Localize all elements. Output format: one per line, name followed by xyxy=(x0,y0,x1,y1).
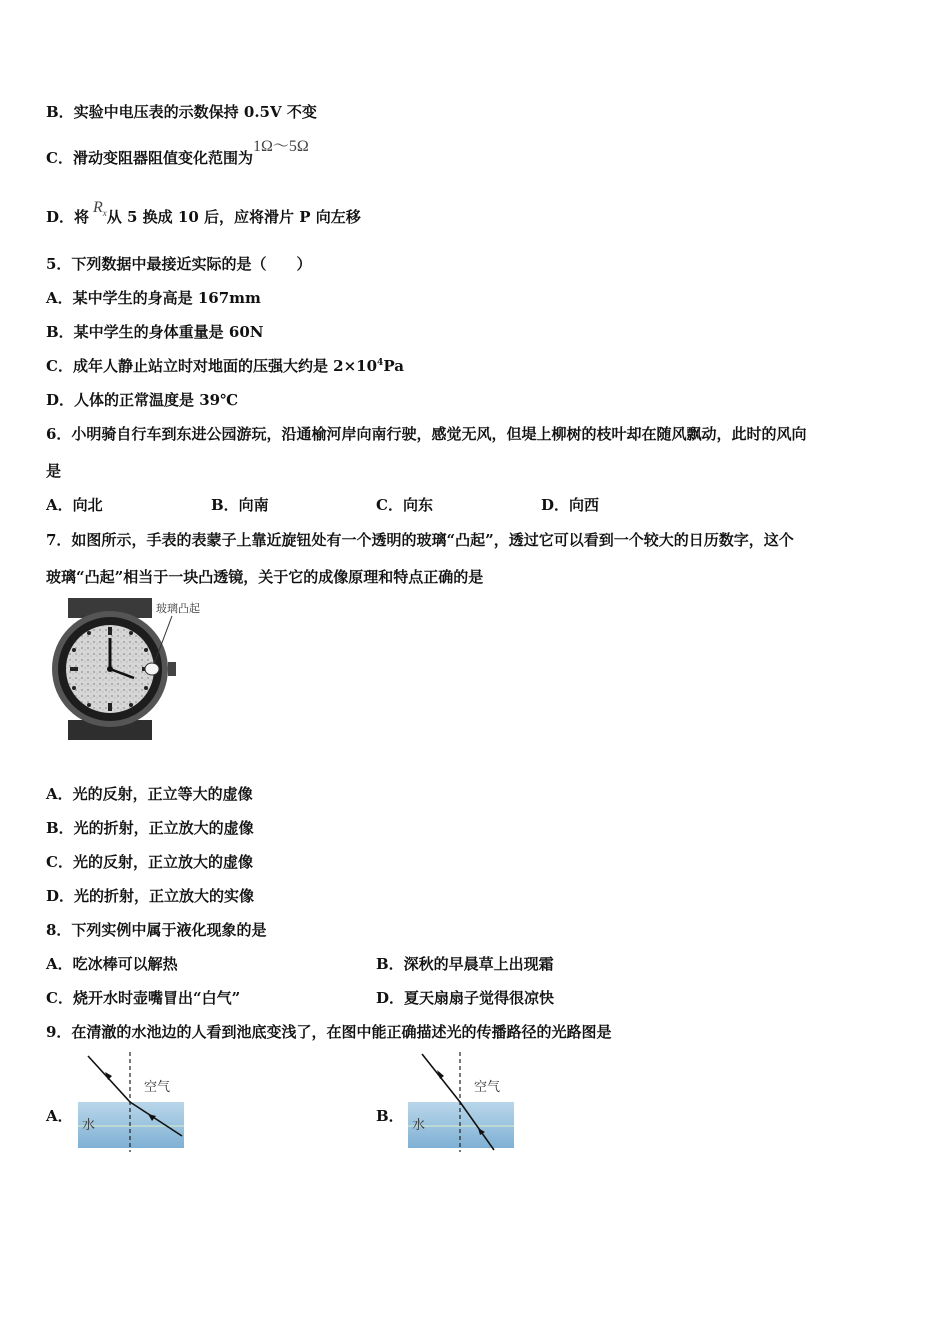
watch-figure xyxy=(50,598,210,740)
q6-stem-line1: 6．小明骑自行车到东进公园游玩，沿通榆河岸向南行驶，感觉无风，但堤上柳树的枝叶却在随风飘动，此时的风向 xyxy=(46,425,807,443)
q8-option-a: A．吃冰棒可以解热 xyxy=(46,955,178,973)
q5-option-c-unit: Pa xyxy=(383,357,404,375)
q8-stem: 8．下列实例中属于液化现象的是 xyxy=(46,921,267,939)
q4-option-d-prefix: D．将 xyxy=(46,208,90,226)
q4-option-c-text: C．滑动变阻器阻值变化范围为 xyxy=(46,149,253,167)
q8-option-b: B．深秋的早晨草上出现霜 xyxy=(376,955,554,973)
watch-icon xyxy=(50,598,210,740)
glass-bump-label: 玻璃凸起 xyxy=(156,602,200,615)
q7-stem-line2: 玻璃“凸起”相当于一块凸透镜，关于它的成像原理和特点正确的是 xyxy=(46,568,484,586)
q6-stem-line2: 是 xyxy=(46,462,62,480)
resistance-range-formula: 1Ω～5Ω xyxy=(252,138,309,155)
q8-option-d: D．夏天扇扇子觉得很凉快 xyxy=(376,989,555,1007)
water-label-b: 水 xyxy=(412,1118,426,1133)
q9-option-a-label: A． xyxy=(46,1107,73,1125)
q6-option-b: B．向南 xyxy=(211,496,269,514)
q5-option-c-text: C．成年人静止站立时对地面的压强大约是 2×10 xyxy=(46,357,378,375)
light-path-diagram-b xyxy=(406,1052,518,1152)
q4-option-d-suffix: 从 5 换成 10 后，应将滑片 P 向左移 xyxy=(106,208,361,226)
water-label-a: 水 xyxy=(82,1118,96,1133)
q7-stem-line1: 7．如图所示，手表的表蒙子上靠近旋钮处有一个透明的玻璃“凸起”，透过它可以看到一个较大的日历数字，这个 xyxy=(46,531,794,549)
q9-diagram-a xyxy=(76,1052,188,1152)
air-label-a: 空气 xyxy=(144,1080,171,1095)
rx-symbol xyxy=(93,199,107,219)
light-path-diagram-a xyxy=(76,1052,188,1152)
q7-option-d: D．光的折射，正立放大的实像 xyxy=(46,887,255,905)
q7-option-b: B．光的折射，正立放大的虚像 xyxy=(46,819,254,837)
rx-symbol-r: R xyxy=(93,199,103,216)
q5-option-d: D．人体的正常温度是 39℃ xyxy=(46,391,239,409)
rx-symbol-sub: x xyxy=(102,208,107,219)
q8-option-c: C．烧开水时壶嘴冒出“白气” xyxy=(46,989,241,1007)
q9-option-b-label: B． xyxy=(376,1107,404,1125)
q6-option-d: D．向西 xyxy=(541,496,600,514)
q9-stem: 9．在清澈的水池边的人看到池底变浅了，在图中能正确描述光的传播路径的光路图是 xyxy=(46,1023,612,1041)
q4-option-d xyxy=(46,199,361,233)
q5-option-c xyxy=(46,356,404,376)
q9-diagram-b xyxy=(406,1052,518,1152)
q4-option-b: B．实验中电压表的示数保持 0.5V 不变 xyxy=(46,103,317,121)
q7-option-c: C．光的反射，正立放大的虚像 xyxy=(46,853,253,871)
q6-option-a: A．向北 xyxy=(46,496,103,514)
q7-option-a: A．光的反射，正立等大的虚像 xyxy=(46,785,253,803)
q4-option-c xyxy=(46,138,309,169)
q5-option-c-exponent: 4 xyxy=(377,358,384,368)
q6-option-c: C．向东 xyxy=(376,496,433,514)
q5-stem: 5．下列数据中最接近实际的是（ ） xyxy=(46,255,312,273)
q5-option-b: B．某中学生的身体重量是 60N xyxy=(46,323,264,341)
q5-option-a: A．某中学生的身高是 167mm xyxy=(46,289,261,307)
air-label-b: 空气 xyxy=(474,1080,501,1095)
